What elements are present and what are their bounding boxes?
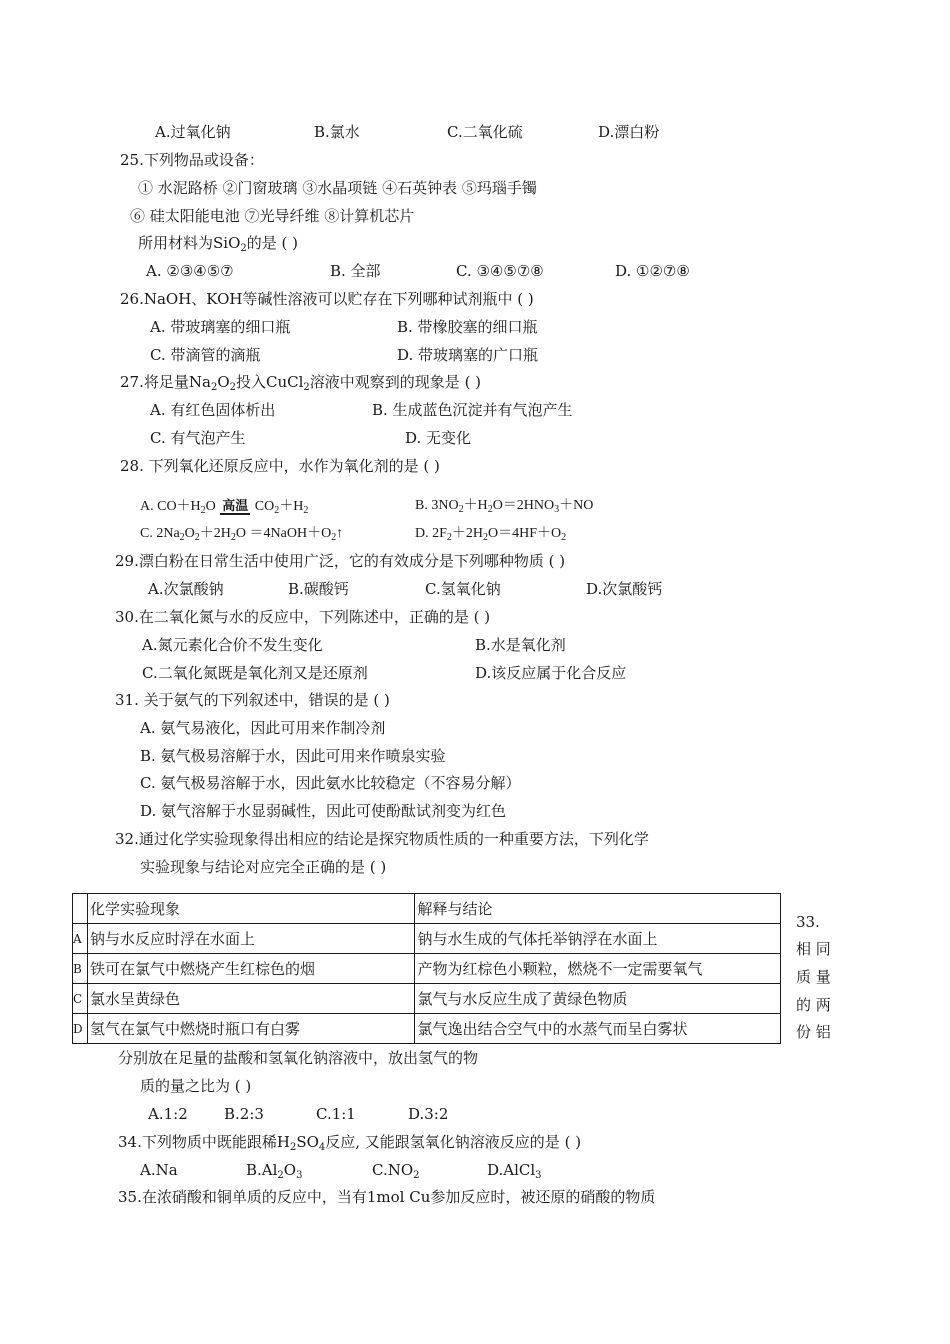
q30-option-b: B.水是氧化剂 [475,636,566,654]
q33-side-line: 份 铝 [796,1023,831,1041]
table-header-cell [73,894,88,924]
table-row [73,954,781,984]
q28-option-c: C. $2Na_2O_2+2H_2O$ $=4NaOH+O_2↑$ [140,526,344,543]
q26-option-d: D. 带玻璃塞的广口瓶 [397,346,539,364]
q25-question: 所用材料为SiO$_2$的是 ( ) [138,234,298,254]
table-row [73,1014,781,1044]
q33-side-line: 33. [796,913,820,931]
table-cell: 氯气与水反应生成了黄绿色物质 [415,984,781,1014]
q24-option-b: B.氯水 [314,123,360,141]
q34-option-c: $C.NO_2$ [372,1161,420,1181]
q31-option-b: B. 氨气极易溶解于水，因此可用来作喷泉实验 [140,747,446,765]
q33-option-b: B.2:3 [224,1105,264,1123]
q25-items-line1: ① 水泥路桥 ②门窗玻璃 ③水晶项链 ④石英钟表 ⑤玛瑙手镯 [138,179,537,197]
q29-option-a: A.次氯酸钠 [148,580,224,598]
q31-option-c: C. 氨气极易溶解于水，因此氨水比较稳定（不容易分解） [140,774,521,792]
q26-option-c: C. 带滴管的滴瓶 [150,346,261,364]
q34-option-b: $B.Al_2O_3$ [246,1161,303,1181]
q29-option-d: D.次氯酸钙 [586,580,663,598]
q30-option-a: A.氮元素化合价不发生变化 [142,636,323,654]
q27-option-c: C. 有气泡产生 [150,429,246,447]
q30-option-c: C.二氧化氮既是氧化剂又是还原剂 [142,664,368,682]
q31-option-a: A. 氨气易液化，因此可用来作制冷剂 [140,719,386,737]
q27-stem: 27.将足量$Na_2O_2$投入CuCl$_2$溶液中观察到的现象是 ( ) [120,373,482,393]
q30-option-d: D.该反应属于化合反应 [475,664,627,682]
table-cell: C [73,984,88,1014]
q28-option-b: B. $3NO_2+H_2O=2HNO_3+NO$ [415,498,594,515]
q33-line2: 质的量之比为 ( ) [140,1077,252,1095]
q35-stem: 35.在浓硝酸和铜单质的反应中，当有1mol Cu参加反应时，被还原的硝酸的物质 [118,1188,656,1206]
q30-stem: 30.在二氧化氮与水的反应中，下列陈述中，正确的是 ( ) [115,608,491,626]
q33-option-c: C.1:1 [316,1105,356,1123]
q34-option-a: A.Na [140,1161,178,1179]
table-cell: 铁可在氯气中燃烧产生红棕色的烟 [88,954,415,984]
q28-option-d: D. $2F_2+2H_2O=4HF+O_2$ [415,526,567,543]
table-cell: B [73,954,88,984]
q32-stem-line1: 32.通过化学实验现象得出相应的结论是探究物质性质的一种重要方法，下列化学 [115,830,649,848]
q25-option-a: A. ②③④⑤⑦ [146,262,234,280]
table-cell: 钠与水生成的气体托举钠浮在水面上 [415,924,781,954]
q32-stem-line2: 实验现象与结论对应完全正确的是 ( ) [140,858,387,876]
table-header-row [73,894,781,924]
q26-option-a: A. 带玻璃塞的细口瓶 [150,318,291,336]
q25-option-c: C. ③④⑤⑦⑧ [456,262,544,280]
q33-side-line: 相 同 [796,940,831,958]
q31-stem: 31. 关于氨气的下列叙述中，错误的是 ( ) [115,691,390,709]
q34-option-d: D.AlCl$_3$ [487,1161,542,1181]
table-cell: D [73,1014,88,1044]
q27-option-d: D. 无变化 [405,429,472,447]
table-header-cell: 化学实验现象 [88,894,415,924]
q25-stem: 25.下列物品或设备： [120,151,264,169]
table-cell: 产物为红棕色小颗粒，燃烧不一定需要氧气 [415,954,781,984]
q25-option-b: B. 全部 [330,262,381,280]
q34-stem: 34.下列物质中既能跟稀$H_2SO_4$反应, 又能跟氢氧化钠溶液反应的是 ( ) [118,1133,582,1153]
q33-side-line: 的 两 [796,996,831,1014]
table-cell: 钠与水反应时浮在水面上 [88,924,415,954]
q29-option-c: C.氢氧化钠 [425,580,501,598]
q25-items-line2: ⑥ 硅太阳能电池 ⑦光导纤维 ⑧计算机芯片 [130,207,415,225]
table-header-cell: 解释与结论 [415,894,781,924]
table-row [73,924,781,954]
q24-option-a: A.过氧化钠 [155,123,231,141]
q25-option-d: D. ①②⑦⑧ [615,262,690,280]
table-cell: A [73,924,88,954]
q24-option-c: C.二氧化硫 [447,123,523,141]
q33-line1: 分别放在足量的盐酸和氢氧化钠溶液中，放出氢气的物 [118,1049,479,1067]
q28-option-a: A. $CO+H_2O$ 高温 $CO_2+H_2$ [140,498,309,516]
q24-option-d: D.漂白粉 [598,123,660,141]
q28-stem: 28. 下列氧化还原反应中，水作为氧化剂的是 ( ) [120,457,440,475]
table-cell: 氯水呈黄绿色 [88,984,415,1014]
q29-stem: 29.漂白粉在日常生活中使用广泛，它的有效成分是下列哪种物质 ( ) [115,552,566,570]
q33-option-a: A.1:2 [148,1105,188,1123]
table-row [73,984,781,1014]
q27-option-b: B. 生成蓝色沉淀并有气泡产生 [372,401,573,419]
experiment-table [72,893,781,1044]
q27-option-a: A. 有红色固体析出 [150,401,276,419]
reaction-condition: 高温 [219,496,251,516]
table-cell: 氢气在氯气中燃烧时瓶口有白雾 [88,1014,415,1044]
q31-option-d: D. 氨气溶解于水显弱碱性，因此可使酚酞试剂变为红色 [140,802,507,820]
table-cell: 氯气逸出结合空气中的水蒸气而呈白雾状 [415,1014,781,1044]
q29-option-b: B.碳酸钙 [288,580,349,598]
q26-stem: 26.NaOH、KOH等碱性溶液可以贮存在下列哪种试剂瓶中 ( ) [120,290,534,308]
q33-side-line: 质 量 [796,968,831,986]
q33-option-d: D.3:2 [408,1105,449,1123]
q26-option-b: B. 带橡胶塞的细口瓶 [397,318,538,336]
